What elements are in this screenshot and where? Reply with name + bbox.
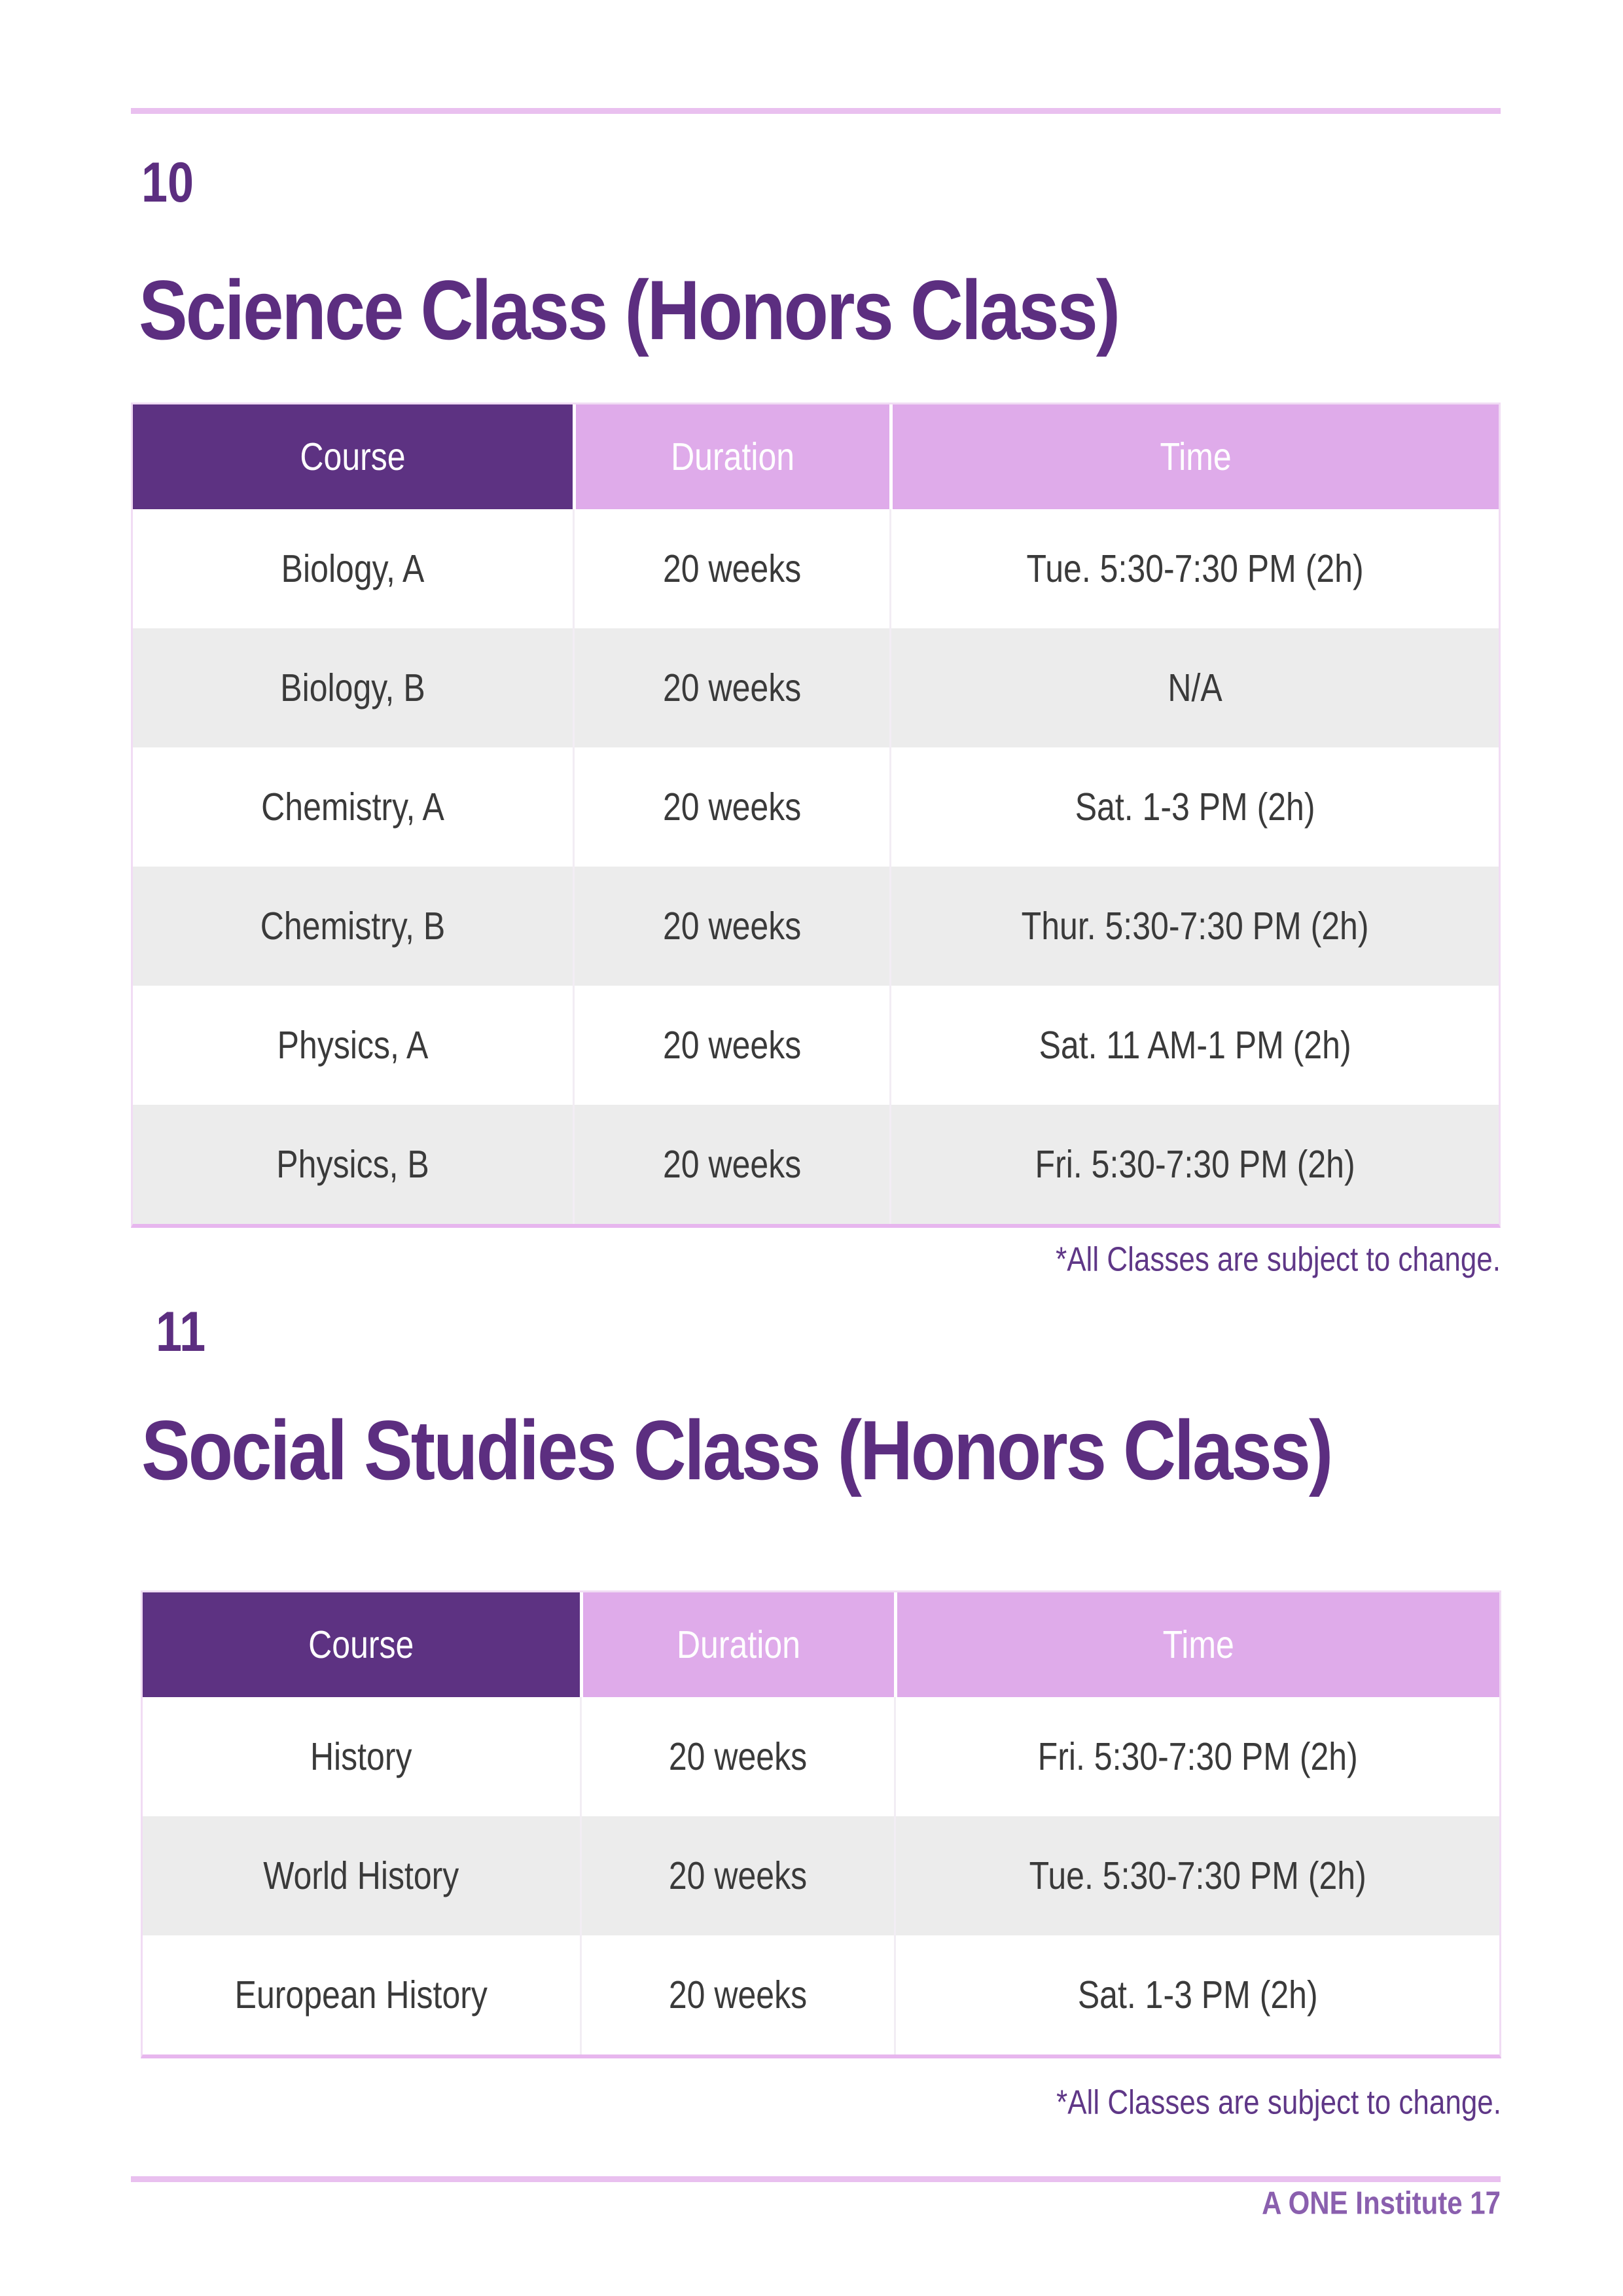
cell-time-text: Fri. 5:30-7:30 PM (2h): [1035, 1142, 1355, 1186]
science-class-table: [131, 403, 1501, 1228]
cell-course-text: History: [310, 1734, 412, 1778]
cell-course-text: Chemistry, B: [260, 904, 446, 948]
science-table-note: [1056, 1240, 1501, 1279]
cell-duration-text: 20 weeks: [662, 1023, 802, 1067]
cell-time-text: N/A: [1168, 666, 1222, 709]
cell-course-text: Physics, A: [277, 1023, 429, 1067]
header-time-label: Time: [1160, 435, 1232, 478]
social-studies-class-table: [141, 1590, 1501, 2058]
table-row: [143, 1935, 1499, 2054]
cell-duration: [573, 628, 889, 747]
science-table-note-text: *All Classes are subject to change.: [1056, 1240, 1501, 1279]
cell-course: [133, 986, 573, 1105]
table-row: [133, 867, 1499, 986]
cell-time: [889, 986, 1499, 1105]
cell-course: [143, 1816, 580, 1935]
table-header-row: [143, 1592, 1499, 1697]
table-row: [133, 628, 1499, 747]
cell-time-text: Sat. 11 AM-1 PM (2h): [1039, 1023, 1351, 1067]
cell-duration: [573, 1105, 889, 1224]
header-course-label: Course: [300, 435, 406, 478]
table-row: [133, 1105, 1499, 1224]
header-time-label: Time: [1162, 1623, 1234, 1666]
header-cell-duration: [573, 404, 889, 509]
social-studies-table-note: [1056, 2083, 1501, 2122]
header-cell-duration: [580, 1592, 895, 1697]
cell-duration-text: 20 weeks: [662, 904, 802, 948]
cell-duration: [573, 867, 889, 986]
footer-divider-line: [131, 2176, 1501, 2182]
cell-course-text: European History: [234, 1973, 488, 2017]
cell-duration-text: 20 weeks: [662, 547, 802, 590]
footer-page-label: [1262, 2184, 1501, 2221]
cell-course-text: Physics, B: [276, 1142, 429, 1186]
table-row: [133, 986, 1499, 1105]
cell-course: [133, 1105, 573, 1224]
cell-duration: [580, 1935, 895, 2054]
header-cell-time: [889, 404, 1499, 509]
cell-time-text: Thur. 5:30-7:30 PM (2h): [1021, 904, 1369, 948]
cell-duration-text: 20 weeks: [668, 1734, 808, 1778]
cell-time: [889, 509, 1499, 628]
social-studies-table-note-text: *All Classes are subject to change.: [1056, 2083, 1501, 2122]
cell-course: [133, 747, 573, 867]
section-number-10: [141, 151, 194, 215]
cell-duration-text: 20 weeks: [662, 666, 802, 709]
cell-duration: [580, 1697, 895, 1816]
cell-course: [133, 628, 573, 747]
science-table-header: [133, 404, 1499, 509]
cell-time: [889, 747, 1499, 867]
table-row: [143, 1697, 1499, 1816]
section-title-science: [139, 262, 1119, 357]
cell-course-text: Chemistry, A: [261, 785, 444, 829]
table-row: [133, 747, 1499, 867]
header-cell-course: [133, 404, 573, 509]
cell-course: [133, 509, 573, 628]
cell-duration-text: 20 weeks: [668, 1854, 808, 1897]
cell-time: [894, 1697, 1499, 1816]
cell-time-text: Tue. 5:30-7:30 PM (2h): [1026, 547, 1364, 590]
cell-time: [889, 628, 1499, 747]
section-number-10-text: 10: [141, 151, 194, 215]
table-header-row: [133, 404, 1499, 509]
cell-time-text: Tue. 5:30-7:30 PM (2h): [1029, 1854, 1366, 1897]
cell-time: [889, 1105, 1499, 1224]
cell-course-text: World History: [263, 1854, 459, 1897]
section-title-science-text: Science Class (Honors Class): [139, 262, 1119, 357]
header-duration-label: Duration: [671, 435, 795, 478]
table-row: [143, 1816, 1499, 1935]
cell-time: [894, 1935, 1499, 2054]
section-title-social-studies: [141, 1403, 1332, 1498]
cell-time: [889, 867, 1499, 986]
cell-duration: [573, 747, 889, 867]
cell-time: [894, 1816, 1499, 1935]
cell-duration: [573, 986, 889, 1105]
section-number-11-text: 11: [156, 1300, 206, 1364]
header-cell-course: [143, 1592, 580, 1697]
cell-time-text: Sat. 1-3 PM (2h): [1075, 785, 1315, 829]
table-row: [133, 509, 1499, 628]
cell-course: [143, 1935, 580, 2054]
cell-duration-text: 20 weeks: [662, 785, 802, 829]
cell-course-text: Biology, B: [280, 666, 425, 709]
header-duration-label: Duration: [676, 1623, 800, 1666]
cell-duration-text: 20 weeks: [662, 1142, 802, 1186]
cell-duration: [573, 509, 889, 628]
cell-time-text: Sat. 1-3 PM (2h): [1077, 1973, 1318, 2017]
cell-duration: [580, 1816, 895, 1935]
social-studies-table-header: [143, 1592, 1499, 1697]
cell-time-text: Fri. 5:30-7:30 PM (2h): [1037, 1734, 1358, 1778]
top-divider-line: [131, 108, 1501, 114]
cell-course-text: Biology, A: [281, 547, 425, 590]
cell-course: [143, 1697, 580, 1816]
section-number-11: [156, 1300, 206, 1364]
section-title-social-studies-text: Social Studies Class (Honors Class): [141, 1403, 1332, 1498]
footer-page-label-text: A ONE Institute 17: [1262, 2184, 1501, 2221]
header-cell-time: [894, 1592, 1499, 1697]
cell-duration-text: 20 weeks: [668, 1973, 808, 2017]
header-course-label: Course: [308, 1623, 414, 1666]
cell-course: [133, 867, 573, 986]
